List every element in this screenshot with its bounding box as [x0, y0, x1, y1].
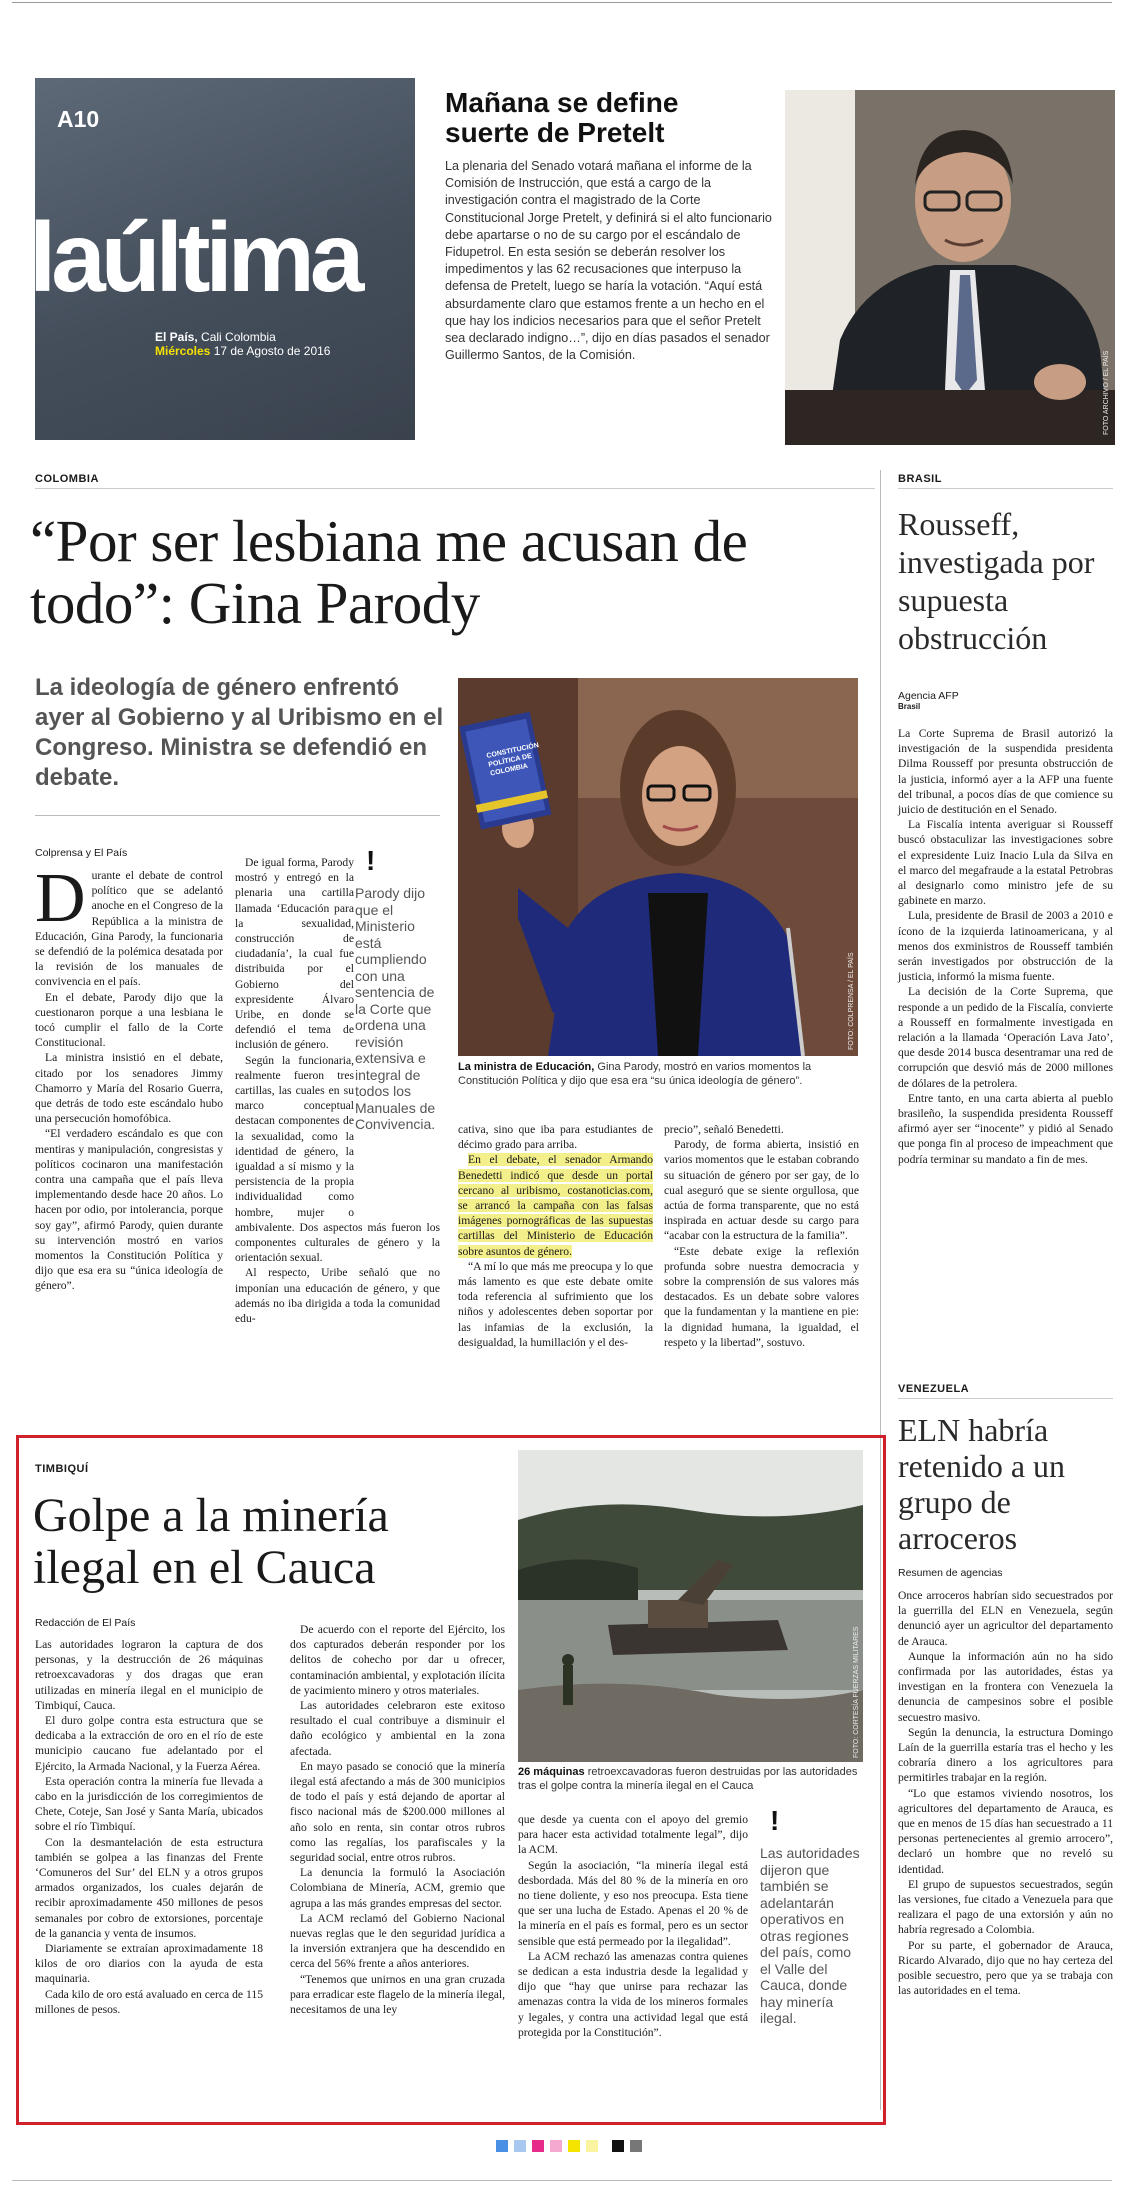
paragraph: Por su parte, el gobernador de Arauca, Ricardo Alvarado, dijo que no hay certeza del posible secuestro, pero que ya se trabaja con las autoridades en el tema. — [898, 1938, 1113, 1998]
eln-agency: Resumen de agencias — [898, 1567, 1003, 1579]
paragraph: “Tenemos que unirnos en una gran cruzada para erradicar este flagelo de la minería ilegal, necesitamos de una ley — [290, 1972, 506, 2017]
paragraph: La Fiscalía intenta averiguar si Rousseff buscó obstaculizar las investigaciones sobre el expresidente Luiz Inacio Lula da Silva en el marco del megafraude a la estatal Petrobras al designarlo como ministro jefe de su gabinete en marzo. — [898, 818, 1113, 908]
paragraph: urante el debate de control político que se adelantó anoche en el Congreso de la República a la ministra de Educación, Gina Parody, la funcionaria se defendió de la polémica desatada por la revisión de los manuales de convivencia en el país. — [35, 869, 223, 989]
swatch — [612, 2140, 624, 2152]
rousseff-kicker-rule — [898, 488, 1113, 489]
mineria-photo-caption — [518, 1765, 863, 1793]
book-title: CONSTITUCIÓN POLÍTICA DE COLOMBIA — [486, 742, 540, 778]
paragraph: Entre tanto, en una carta abierta al pueblo brasileño, la suspendida presidenta Rousseff afirmó ayer ser “inocente” y pidió al Senado que ponga fin al proceso de impeachment que podría terminar su mandato a fin de mes. — [898, 1091, 1113, 1166]
dateline-paper: El País, — [155, 330, 198, 344]
paragraph: precio”, señaló Benedetti. — [664, 1123, 784, 1136]
paragraph: De acuerdo con el reporte del Ejército, los dos capturados deberán responder por los delitos de cohecho por dar u ofrecer, contaminación ambiental, y explotación ilícita de yacimiento minero y otros materiales. — [290, 1623, 505, 1697]
mineria-pullquote: Las autoridades dijeron que también se adelantarán operativos en otras regiones del país, como el Valle del Cauca, donde hay minería ilegal. — [760, 1845, 860, 2026]
caption-bold: La ministra de Educación, — [458, 1061, 595, 1073]
parody-deck-rule — [35, 815, 440, 816]
paragraph: El duro golpe contra esta estructura que se dedicaba a la extracción de oro en el río de este municipio caucano fue adelantado por el Ejército, la Armada Nacional, y la Fuerza Aérea. — [35, 1714, 263, 1773]
mineria-col3 — [518, 1812, 748, 2040]
paragraph: Parody, de forma abierta, insistió en varios momentos que le estaban cobrando su situación de género por ser gay, de lo cual aseguró que se siente orgullosa, que actúa de forma transparente, que no está inspirada en actuar desde su cargo para “acabar con la estructura de la familia”. — [664, 1138, 859, 1243]
paragraph: Las autoridades celebraron este exitoso resultado el cual contribuye a disminuir el daño ecológico y ambiental en la zona afectada. — [290, 1699, 505, 1758]
rousseff-kicker: BRASIL — [898, 473, 942, 485]
parody-pullquote: Parody dijo que el Ministerio está cumpliendo con una sentencia de la Corte que ordena una revisión extensiva e integral de todos los Manuales de Convivencia. — [355, 885, 436, 1132]
dateline-day: Miércoles — [155, 344, 211, 358]
pretelt-body: La plenaria del Senado votará mañana el informe de la Comisión de Instrucción, que está a cargo de la investigación contra el magistrado de la Corte Constitucional Jorge Pretelt, y definirá si el alto funcionario debe apartarse o no de su cargo por el escándalo de Fidupetrol. En esta sesión se deberán resolver los impedimentos y las 62 recusaciones que interpuso la defensa de Pretelt, luego se haría la votación. “Aquí está absurdamente claro que estamos frente a un hecho en el que hay los indicios necesarios para que el señor Pretelt sea declarado indigno…”, dijo en días pasados el senador Guillermo Santos, de la Comisión. — [445, 159, 772, 363]
parody-col4 — [664, 1122, 859, 1350]
eln-body — [898, 1588, 1113, 1998]
mineria-col1 — [35, 1637, 263, 2017]
paragraph: La ACM reclamó del Gobierno Nacional nuevas reglas que le den seguridad jurídica a la inversión extranjera que ha descendido en cerca del 56% frente a años anteriores. — [290, 1911, 505, 1971]
highlight: En el debate, el senador Armando Benedetti indicó que desde un portal cercano al uribismo, costanoticias.com, se arrancó la campaña con las falsas imágenes pornográficas de las supuestas cartillas del Ministerio de Educación sobre asuntos de género. — [458, 1153, 653, 1258]
dateline — [155, 330, 405, 358]
paragraph: Con la desmantelación de esta estructura también se golpea a las finanzas del Frente ‘Comuneros del Sur’ del ELN y a otros grupos armados organizados, los cuales dejarán de recibir aproximadamente 450 millones de pesos semanales por cobro de extorsiones, porcentaje de la ganancia y venta de insumos. — [35, 1835, 263, 1940]
parody-kicker: COLOMBIA — [35, 473, 99, 485]
parody-figure — [458, 678, 858, 1056]
paragraph: “Lo que estamos viviendo nosotros, los agricultores del departamento de Arauca, es que en menos de 15 días han secuestrado a 11 personas pertenecientes al gremio arrocero”, declaró un hombre que no reveló su identidad. — [898, 1786, 1113, 1876]
paragraph: La Corte Suprema de Brasil autorizó la investigación de la suspendida presidenta Dilma Rousseff por presunta obstrucción de la justicia, informó ayer a la AFP una fuente del tribunal, a pocos días de que comience su juicio de destitución en el Senado. — [898, 727, 1113, 817]
paragraph: Las autoridades lograron la captura de dos personas, y la destrucción de 26 máquinas retroexcavadoras y dos dragas que eran utilizadas en minería ilegal en el municipio de Timbiquí, Cauca. — [35, 1638, 263, 1712]
rousseff-title: Rousseff, investigada por supuesta obstrucción — [898, 506, 1095, 656]
parody-photo-caption — [458, 1060, 858, 1088]
paragraph: Lula, presidente de Brasil de 2003 a 2010 e ícono de la izquierda latinoamericana, y al menos dos exministros de Rousseff también serán investigados por obstrucción de la justicia, informó la misma fuente. — [898, 909, 1113, 984]
swatch — [514, 2140, 526, 2152]
swatch — [568, 2140, 580, 2152]
paragraph: Aunque la información aún no ha sido confirmada por las autoridades, éstas ya investigan en la frontera con Venezuela la denuncia de campesinos sobre el posible secuestro masivo. — [898, 1649, 1113, 1724]
parody-col1 — [35, 860, 223, 1294]
swatch — [550, 2140, 562, 2152]
parody-byline: Colprensa y El País — [35, 847, 128, 859]
paragraph: “Este debate exige la reflexión profunda sobre nuestra democracia y sobre la comprensión de sus valores más destacados. Es un debate sobre valores que la fundamentan y la mantiene en pie: la dignidad humana, la igualdad, el respeto y la libertad”, sostuvo. — [664, 1244, 859, 1349]
mineria-col2 — [290, 1622, 505, 2017]
masthead-panel — [29, 78, 415, 440]
rousseff-agency: Agencia AFP — [898, 690, 959, 702]
parody-dropcap: D — [35, 860, 86, 937]
eln-kicker: VENEZUELA — [898, 1383, 970, 1395]
parody-col3 — [458, 1122, 653, 1350]
paragraph: La ACM rechazó las amenazas contra quienes se dedican a esta industria desde la legalidad y dijo que “hay que unirse para rechazar las amenazas contra la vida de los mineros formales y legales, y contra una actividad legal que está protegida por la Constitución”. — [518, 1949, 748, 2039]
pretelt-photo-credit: FOTO ARCHIVO / EL PAÍS — [1103, 350, 1110, 435]
paragraph: La ministra insistió en el debate, citado por los senadores Jimmy Chamorro y María del Rosario Guerra, que detrás de todo este escándalo hubo una persecución homofóbica. — [35, 1051, 223, 1126]
paragraph: Según la funcionaria, realmente fueron tres cartillas, las cuales en su marco conceptual destacan componentes de la sexualidad, como la identidad de género, la igualdad a sí mismo y la persistencia de la propia individualidad como hombre, mujer o ambivalente. Dos aspectos más fueron los componentes culturales de género y la orientación sexual. — [235, 1053, 440, 1265]
swatch — [532, 2140, 544, 2152]
parody-photo — [458, 678, 858, 1056]
paragraph: El grupo de supuestos secuestrados, según las versiones, fue citado a Venezuela para que realizara el pago de una extorsión y aún no habría regresado a Colombia. — [898, 1877, 1113, 1937]
paragraph: Según la asociación, “la minería ilegal está desbordada. Más del 80 % de la minería en oro no tiene doliente, y eso nos preocupa. Esta tiene que ser una lucha de Estado. Apenas el 20 % de la minería en el país es formal, pero es un sector sensible que está permeado por la ilegalidad”. — [518, 1858, 748, 1948]
paragraph: Esta operación contra la minería fue llevada a cabo en la jurisdicción de los corregimientos de Chete, Coteje, San José y Santa María, ubicados sobre el río Timbiquí. — [35, 1774, 263, 1834]
paragraph: En mayo pasado se conoció que la minería ilegal está afectando a más de 300 municipios de todo el país y está dejando de aportar al fisco nacional más de $200.000 millones al año solo en renta, sin contar otros rubros como las regalías, los parafiscales y la seguridad social, entre otros rubros. — [290, 1759, 505, 1865]
swatch — [496, 2140, 508, 2152]
caption-text: retroexcavadoras fueron destruidas por las autoridades tras el golpe contra la minería ilegal en el Cauca — [518, 1766, 858, 1792]
parody-deck: La ideología de género enfrentó ayer al Gobierno y al Uribismo en el Congreso. Ministra se defendió en debate. — [35, 674, 444, 791]
paragraph: Cada kilo de oro está avaluado en cerca de 115 millones de pesos. — [35, 1987, 263, 2016]
swatch — [586, 2140, 598, 2152]
top-rule — [12, 2, 1112, 3]
caption-bold: 26 máquinas — [518, 1766, 585, 1778]
paragraph: cativa, sino que iba para estudiantes de décimo grado para arriba. — [458, 1123, 653, 1152]
eln-kicker-rule — [898, 1398, 1113, 1399]
swatch — [630, 2140, 642, 2152]
paragraph: La decisión de la Corte Suprema, que responde a un pedido de la Fiscalía, convierte a Rousseff en formalmente investigada en relación a la llamada ‘Operación Lava Jato’, que desde 2014 busca desentramar una red de corrupción que desvió más de 2000 millones de dólares de la petrolera. — [898, 985, 1113, 1090]
mineria-title: Golpe a la minería ilegal en el Cauca — [33, 1489, 389, 1594]
paragraph: En el debate, Parody dijo que la cuestionaron porque a una lesbiana le tocó cumplir el fallo de la Corte Constitucional. — [35, 990, 223, 1050]
dateline-date: 17 de Agosto de 2016 — [213, 344, 331, 358]
parody-title: “Por ser lesbiana me acusan de todo”: Gina Parody — [30, 508, 748, 636]
highlighted-paragraph — [458, 1152, 653, 1258]
mineria-byline: Redacción de El País — [35, 1617, 136, 1629]
paragraph: La denuncia la formuló la Asociación Colombiana de Minería, ACM, gremio que agrupa a las más grandes empresas del sector. — [290, 1866, 505, 1910]
pretelt-title: Mañana se define suerte de Pretelt — [445, 87, 679, 148]
parody-kicker-rule — [35, 488, 875, 489]
page-number: A10 — [57, 106, 100, 132]
dateline-city: Cali Colombia — [201, 330, 276, 344]
rousseff-body — [898, 726, 1113, 1167]
mineria-figure — [518, 1450, 863, 1762]
parody-photo-credit: FOTO: COLPRENSA / EL PAÍS — [848, 952, 855, 1050]
mineria-photo-credit: FOTO: CORTESÍA FUERZAS MILITARES — [853, 1626, 860, 1758]
paragraph: “El verdadero escándalo es que con mentiras y manipulación, congresistas y políticos cocinaron una manifestación contra una campaña que el país lleva implementando desde hace 20 años. Lo hacen por odio, por intolerancia, porque soy gay”, afirmó Parody, quien durante su intervención mostró en varios momentos la Constitución Política y dijo que esa era su “única ideología de género”. — [35, 1127, 223, 1293]
mineria-kicker: TIMBIQUÍ — [35, 1463, 89, 1475]
mineria-photo — [518, 1450, 863, 1762]
parody-pullquote-mark: ! — [366, 845, 376, 876]
paragraph: De igual forma, Parody mostró y entregó en la plenaria una cartilla llamada ‘Educación para la sexualidad, construcción de ciudadanía’, la cual fue distribuida por el Gobierno del expresidente Álvaro Uribe, en donde se defendió el tema de inclusión de género. — [235, 856, 354, 1052]
paragraph: “A mí lo que más me preocupa y lo que más lamento es que este debate omite toda referencia al sufrimiento que los niños y adolescentes deben soportar por las infamias de la exclusión, la desigualdad, la humillación y el des- — [458, 1259, 653, 1349]
mineria-pullquote-mark: ! — [770, 1805, 780, 1836]
color-registration-bar — [496, 2138, 656, 2154]
paragraph: Según la denuncia, la estructura Domingo Laín de la guerrilla estaría tras el hecho y les cobraría dinero a los agricultores para permitirles trabajar en la región. — [898, 1725, 1113, 1785]
paragraph: Once arroceros habrían sido secuestrados por la guerrilla del ELN en Venezuela, según denunció ayer un agricultor del departamento de Arauca. — [898, 1589, 1113, 1648]
paragraph: Al respecto, Uribe señaló que no imponían una educación de género, y que además no iba dirigida a toda la comunidad edu- — [235, 1266, 440, 1326]
bottom-rule — [12, 2180, 1112, 2181]
section-title: laúltima — [29, 202, 360, 312]
caption-text: Gina Parody, mostró en varios momentos la Constitución Política y dijo que esa era “su única ideología de género”. — [458, 1061, 812, 1087]
paragraph: Diariamente se extraían aproximadamente 18 kilos de oro diarios con la ayuda de esta maquinaria. — [35, 1942, 263, 1986]
rousseff-agency-location: Brasil — [898, 702, 921, 711]
pretelt-figure — [785, 90, 1115, 445]
eln-title: ELN habría retenido a un grupo de arroceros — [898, 1412, 1066, 1556]
paragraph: que desde ya cuenta con el apoyo del gremio para hacer esta actividad totalmente legal”, dijo la ACM. — [518, 1813, 748, 1857]
pretelt-photo — [785, 90, 1115, 445]
